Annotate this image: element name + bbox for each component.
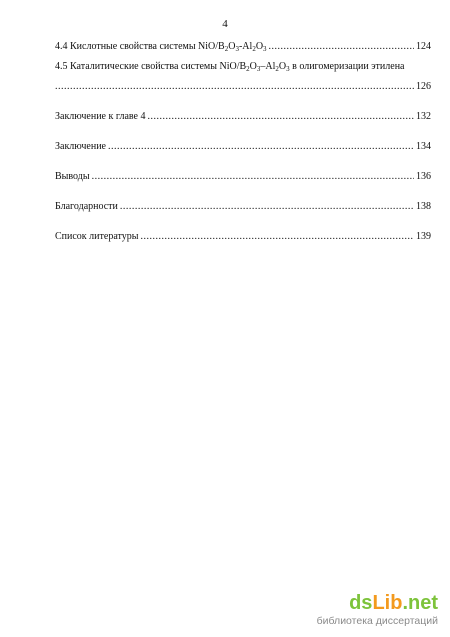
toc-entry-conclusion-chapter-4[interactable]	[55, 110, 431, 124]
toc-entry-page: 139	[416, 231, 431, 242]
dot-leader	[140, 230, 414, 244]
toc-entry-title: Заключение	[55, 141, 106, 152]
dslib-logo[interactable]: dsLib.net	[349, 592, 438, 614]
dot-leader	[120, 200, 414, 214]
toc-entry-title: 4.4 Кислотные свойства системы NiO/$B_2O_3-Al_2O_3$	[55, 41, 267, 53]
toc-entry-page: 136	[416, 171, 431, 182]
toc-entry-4-4[interactable]	[55, 40, 431, 56]
watermark-subtitle: библиотека диссертаций	[316, 615, 438, 627]
dot-leader	[269, 40, 414, 54]
toc-entry-4-5[interactable]	[55, 60, 431, 94]
toc-entry-page: 138	[416, 201, 431, 212]
toc-entry-page: 126	[416, 81, 431, 92]
toc-entry-references[interactable]	[55, 230, 431, 244]
dot-leader	[92, 170, 414, 184]
toc-entry-title: Выводы	[55, 171, 90, 182]
dot-leader	[55, 80, 414, 94]
toc-entry-title: Заключение к главе 4	[55, 111, 146, 122]
toc-entry-conclusion[interactable]	[55, 140, 431, 154]
toc-entry-findings[interactable]	[55, 170, 431, 184]
dot-leader	[108, 140, 414, 154]
toc-entry-title: Список литературы	[55, 231, 139, 242]
toc-entry-page: 124	[416, 41, 431, 52]
toc-entry-page: 132	[416, 111, 431, 122]
toc-entry-title: 4.5 Каталитические свойства системы NiO/$B_2O_3-Al_2O_3$ в олигомеризации этилена	[55, 61, 405, 73]
toc-entry-acknowledgements[interactable]	[55, 200, 431, 214]
watermark	[317, 592, 438, 627]
table-of-contents	[55, 40, 431, 260]
toc-entry-title: Благодарности	[55, 201, 118, 212]
page-number: 4	[222, 18, 228, 30]
dot-leader	[147, 110, 414, 124]
toc-entry-page: 134	[416, 141, 431, 152]
